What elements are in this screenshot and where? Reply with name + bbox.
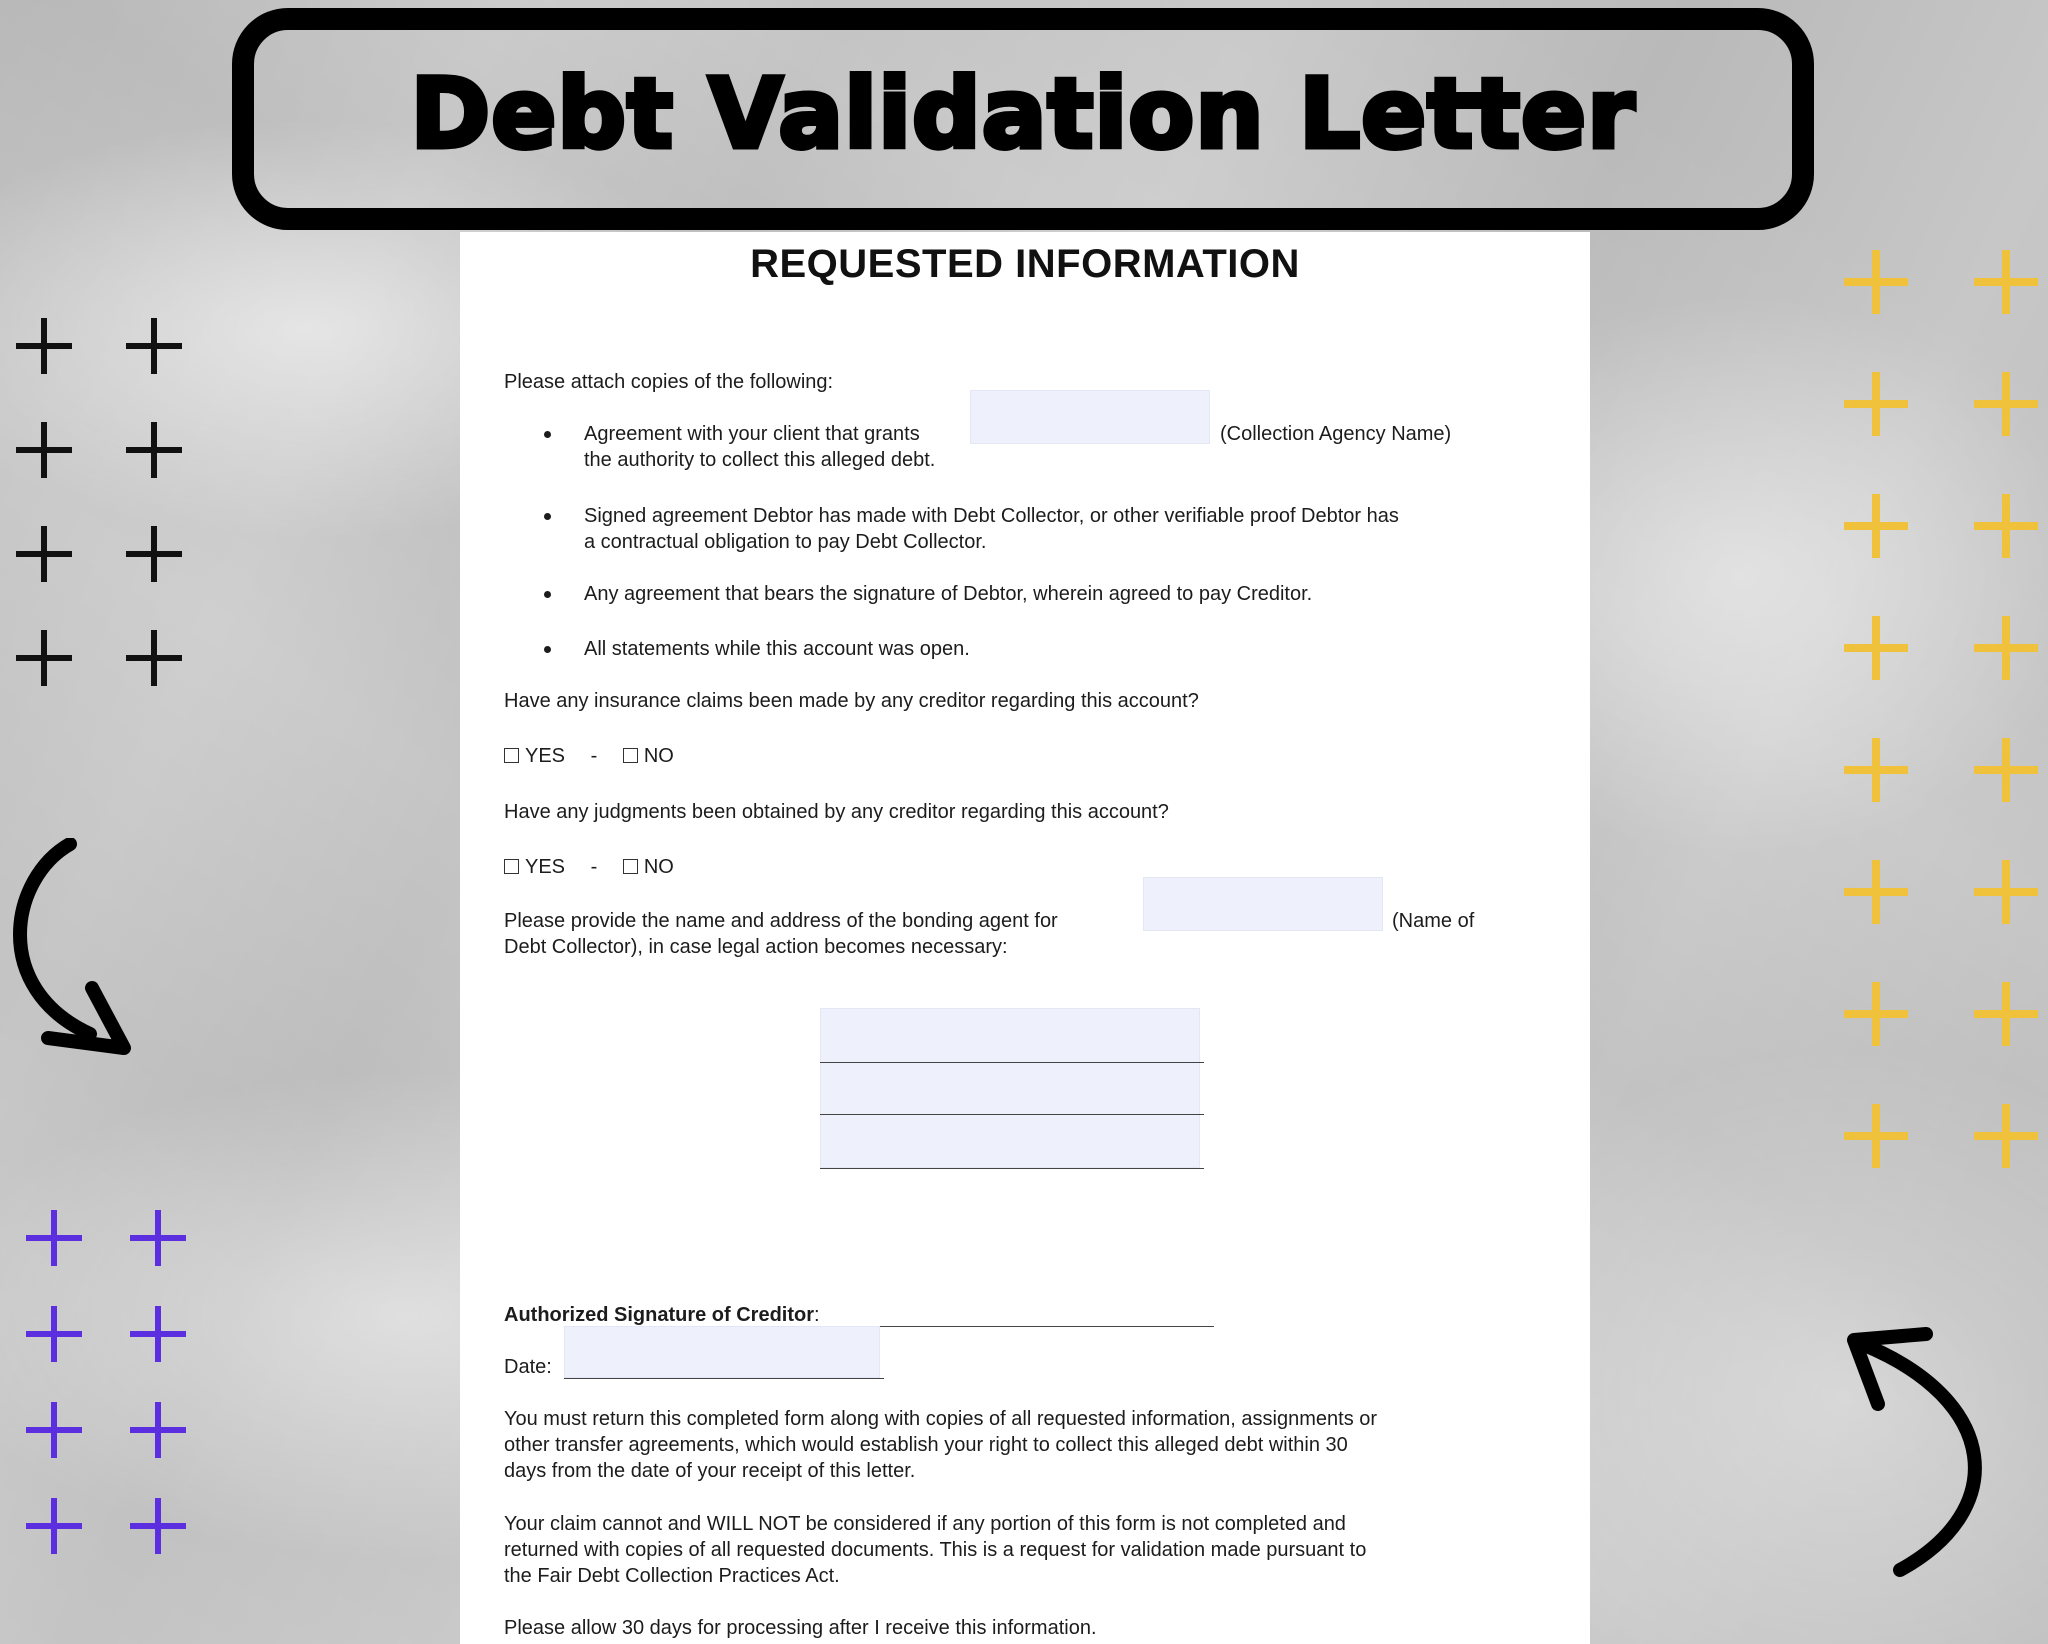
- signature-line[interactable]: [870, 1326, 1214, 1327]
- yes-label: YES: [525, 745, 566, 767]
- paragraph-line: returned with copies of all requested documents. This is a request for validation made pursuant to: [504, 1539, 1367, 1561]
- bullet-text: All statements while this account was open.: [584, 638, 970, 660]
- plus-icon: [126, 422, 182, 478]
- paragraph-line: Your claim cannot and WILL NOT be considered if any portion of this form is not completed and: [504, 1513, 1346, 1535]
- yes-checkbox[interactable]: [504, 859, 519, 874]
- plus-icon: [130, 1210, 186, 1266]
- plus-icon: [130, 1402, 186, 1458]
- list-item: [544, 581, 1524, 607]
- plus-icon: [126, 318, 182, 374]
- bonding-text: Debt Collector), in case legal action becomes necessary:: [504, 936, 1008, 958]
- judgment-question: Have any judgments been obtained by any creditor regarding this account?: [504, 801, 1169, 823]
- plus-icon: [1844, 1104, 1908, 1168]
- plus-icon: [1844, 494, 1908, 558]
- plus-icon: [1974, 494, 2038, 558]
- plus-icon: [1844, 616, 1908, 680]
- plus-icon: [1974, 250, 2038, 314]
- bullet-text-suffix: (Collection Agency Name): [1220, 423, 1452, 445]
- return-instructions: [504, 1406, 1544, 1484]
- bullet-text: Agreement with your client that grants: [584, 423, 920, 445]
- processing-notice: Please allow 30 days for processing after I receive this information.: [504, 1617, 1097, 1639]
- document-title: REQUESTED INFORMATION: [750, 242, 1300, 286]
- bullet-text: Signed agreement Debtor has made with Debt Collector, or other verifiable proof Debtor has: [584, 505, 1399, 527]
- plus-icon: [1844, 860, 1908, 924]
- plus-icon: [26, 1306, 82, 1362]
- separator: -: [590, 856, 598, 878]
- plus-icon: [26, 1402, 82, 1458]
- no-checkbox[interactable]: [623, 859, 638, 874]
- bullet-text: the authority to collect this alleged debt.: [584, 449, 936, 471]
- plus-icon: [126, 526, 182, 582]
- plus-icon: [1974, 1104, 2038, 1168]
- plus-icon: [1974, 616, 2038, 680]
- plus-icon: [1844, 738, 1908, 802]
- paragraph-line: You must return this completed form along with copies of all requested information, assignments or: [504, 1408, 1378, 1430]
- plus-icon: [1974, 372, 2038, 436]
- plus-icon: [1974, 738, 2038, 802]
- plus-icon: [1844, 372, 1908, 436]
- insurance-question: Have any insurance claims been made by any creditor regarding this account?: [504, 690, 1199, 712]
- address-line: [820, 1062, 1204, 1063]
- list-item: [544, 636, 1524, 662]
- intro-text: Please attach copies of the following:: [504, 371, 834, 393]
- paragraph-line: other transfer agreements, which would establish your right to collect this alleged debt within 30: [504, 1434, 1348, 1456]
- plus-icon: [16, 318, 72, 374]
- plus-icon: [16, 526, 72, 582]
- plus-icon: [130, 1306, 186, 1362]
- plus-icon: [26, 1498, 82, 1554]
- plus-icon: [16, 630, 72, 686]
- signature-label: Authorized Signature of Creditor: [504, 1304, 814, 1326]
- yes-label: YES: [525, 856, 566, 878]
- date-label: Date:: [504, 1356, 552, 1378]
- judgment-options: [504, 854, 674, 880]
- list-item: [544, 503, 1524, 555]
- address-line: [820, 1114, 1204, 1115]
- plus-icon: [16, 422, 72, 478]
- plus-icon: [1844, 982, 1908, 1046]
- bullet-text: Any agreement that bears the signature of Debtor, wherein agreed to pay Creditor.: [584, 583, 1313, 605]
- bonding-agent-address-field[interactable]: [820, 1008, 1200, 1168]
- no-label: NO: [643, 745, 674, 767]
- no-checkbox[interactable]: [623, 748, 638, 763]
- paragraph-line: days from the date of your receipt of this letter.: [504, 1460, 916, 1482]
- date-line: [564, 1378, 884, 1379]
- banner-title: Debt Validation Letter: [410, 58, 1636, 170]
- title-banner: [232, 8, 1814, 230]
- signature-row: [504, 1302, 1544, 1328]
- bullet-text: a contractual obligation to pay Debt Collector.: [584, 531, 987, 553]
- plus-icon: [126, 630, 182, 686]
- paragraph-line: the Fair Debt Collection Practices Act.: [504, 1565, 840, 1587]
- bonding-text: Please provide the name and address of the bonding agent for: [504, 910, 1058, 932]
- date-field[interactable]: [564, 1326, 880, 1378]
- bonding-text-suffix: (Name of: [1392, 910, 1475, 932]
- curved-arrow-down-right-icon: [0, 838, 150, 1058]
- collection-agency-name-field[interactable]: [970, 390, 1210, 444]
- address-line: [820, 1168, 1204, 1169]
- no-label: NO: [643, 856, 674, 878]
- yes-checkbox[interactable]: [504, 748, 519, 763]
- plus-icon: [130, 1498, 186, 1554]
- plus-icon: [1974, 982, 2038, 1046]
- separator: -: [590, 745, 598, 767]
- plus-icon: [1844, 250, 1908, 314]
- curved-arrow-up-left-icon: [1840, 1320, 2010, 1580]
- document-page: [460, 232, 1590, 1644]
- insurance-options: [504, 743, 674, 769]
- plus-icon: [26, 1210, 82, 1266]
- debt-collector-name-field[interactable]: [1143, 877, 1383, 931]
- signature-colon: :: [814, 1304, 820, 1326]
- validation-notice: [504, 1511, 1544, 1589]
- plus-icon: [1974, 860, 2038, 924]
